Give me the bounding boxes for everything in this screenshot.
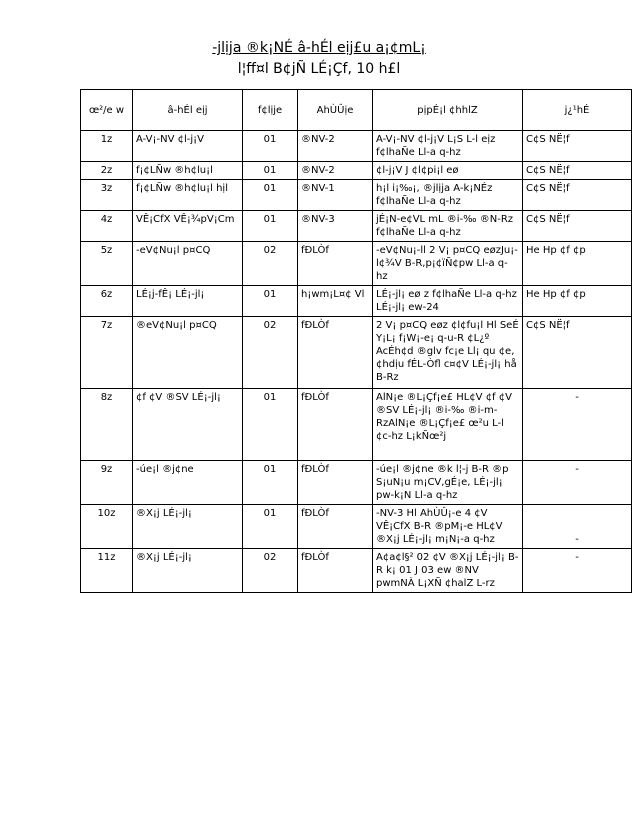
cell-serial: 4z [81, 211, 133, 242]
cell-location: fÐLÒf [298, 461, 373, 505]
table-row [81, 162, 632, 180]
cell-quantity: 02 [243, 549, 298, 593]
cell-item-name: ®eV¢Nu¡l p¤CQ [133, 317, 243, 389]
cell-quantity: 01 [243, 131, 298, 162]
cell-serial: 3z [81, 180, 133, 211]
header-item-name: â-hÉl eịj [133, 90, 243, 131]
cell-serial: 11z [81, 549, 133, 593]
cell-quantity: 01 [243, 505, 298, 549]
cell-item-name: ¢f ¢V ®SV LÉ¡-jl¡ [133, 389, 243, 461]
cell-serial: 2z [81, 162, 133, 180]
cell-serial: 8z [81, 389, 133, 461]
cell-remarks: He Hp ¢f ¢p [523, 286, 632, 317]
cell-quantity: 01 [243, 461, 298, 505]
cell-item-name: f¡¢LÑw ®h¢lu¡l hịl [133, 180, 243, 211]
cell-quantity: 01 [243, 180, 298, 211]
table-row [81, 549, 632, 593]
cell-problem: LÉ¡-jl¡ eø z f¢lhaÑe Ll-a q-hz LÉ¡-jl¡ ew-24 [373, 286, 523, 317]
cell-quantity: 01 [243, 286, 298, 317]
header-remarks: j¿¹hÉ [523, 90, 632, 131]
title-line-2: l¦ff¤l B¢jÑ LÉ¡Çf, 10 h£l [237, 61, 401, 77]
cell-remarks: - [523, 505, 632, 549]
table-header-row [81, 90, 632, 131]
cell-serial: 9z [81, 461, 133, 505]
cell-location: ®NV-2 [298, 131, 373, 162]
cell-item-name: A-V¡-NV ¢l-j¡V [133, 131, 243, 162]
cell-problem: h¡l i¡‰¡, ®jlịja A-k¡NÉz f¢lhaÑe Ll-a q-hz [373, 180, 523, 211]
cell-location: fÐLÒf [298, 317, 373, 389]
cell-serial: 10z [81, 505, 133, 549]
cell-quantity: 01 [243, 211, 298, 242]
cell-item-name: LÉ¡j-fÊ¡ LÉ¡-jl¡ [133, 286, 243, 317]
header-location: AhÙÛịe [298, 90, 373, 131]
cell-remarks: - [523, 389, 632, 461]
cell-location: fÐLÒf [298, 389, 373, 461]
table-row [81, 286, 632, 317]
cell-remarks: C¢S NË¦f [523, 131, 632, 162]
cell-location: fÐLÒf [298, 505, 373, 549]
cell-location: ®NV-1 [298, 180, 373, 211]
cell-problem: A-V¡-NV ¢l-j¡V L¡S L-l eịz f¢lhaÑe Ll-a q-hz [373, 131, 523, 162]
cell-item-name: -eV¢Nu¡l p¤CQ [133, 242, 243, 286]
cell-item-name: VÊ¡CfX VÊ¡¾pV¡Cm [133, 211, 243, 242]
table-row [81, 461, 632, 505]
table-row [81, 317, 632, 389]
cell-remarks: - [523, 461, 632, 505]
cell-location: ®NV-2 [298, 162, 373, 180]
cell-serial: 6z [81, 286, 133, 317]
cell-problem: 2 V¡ p¤CQ eøz ¢l¢fu¡l Hl SeÉ Y¡L¡ f¡W¡-e¡ q-u-R ¢L¿º AcÉh¢d ®glv fc¡e Ll¡ qu ¢e, ¢hdịu fÉL-Òfl c¤¢V LÉ¡-jl¡ hå B-Rz [373, 317, 523, 389]
cell-problem: -úe¡l ®j¢ne ®k l¦-j B-R ®p S¡uN¡u m¡CV,gÉ¡e, LÉ¡-jl¡ pw-k¡N Ll-a q-hz [373, 461, 523, 505]
table-row [81, 505, 632, 549]
header-problem: pịpÉ¡l ¢hhlZ [373, 90, 523, 131]
cell-item-name: -úe¡l ®j¢ne [133, 461, 243, 505]
cell-problem: -eV¢Nu¡-ll 2 V¡ p¤CQ eøzJu¡-l¢¾V B-R,p¡¢ïÑ¢pw Ll-a q-hz [373, 242, 523, 286]
cell-problem: jÉ¡N-e¢VL mL ®i-‰ ®N-Rz f¢lhaÑe Ll-a q-hz [373, 211, 523, 242]
cell-location: fÐLÒf [298, 242, 373, 286]
table-row [81, 180, 632, 211]
cell-location: fÐLÒf [298, 549, 373, 593]
cell-quantity: 02 [243, 317, 298, 389]
cell-quantity: 01 [243, 389, 298, 461]
cell-remarks: C¢S NË¦f [523, 162, 632, 180]
cell-remarks: C¢S NË¦f [523, 317, 632, 389]
cell-remarks: - [523, 549, 632, 593]
header-quantity: f¢lịje [243, 90, 298, 131]
cell-problem: -NV-3 Hl AhÙÛ¡-e 4 ¢V VÊ¡CfX B-R ®pM¡-e HL¢V ®X¡j LÉ¡-jl¡ m¡N¡-a q-hz [373, 505, 523, 549]
cell-remarks: He Hp ¢f ¢p [523, 242, 632, 286]
cell-quantity: 02 [243, 242, 298, 286]
cell-item-name: f¡¢LÑw ®h¢lu¡l [133, 162, 243, 180]
cell-item-name: ®X¡j LÉ¡-jl¡ [133, 505, 243, 549]
cell-remarks: C¢S NË¦f [523, 180, 632, 211]
cell-serial: 1z [81, 131, 133, 162]
header-serial: œ²/e w [81, 90, 133, 131]
cell-serial: 5z [81, 242, 133, 286]
table-row [81, 131, 632, 162]
title-line-1: -jlịja ®k¡NÉ â-hÉl eịj£u a¡¢mL¡ [212, 40, 426, 56]
cell-item-name: ®X¡j LÉ¡-jl¡ [133, 549, 243, 593]
cell-problem: ¢l-j¡V J ¢l¢pi¡l eø [373, 162, 523, 180]
cell-location: h¡wm¡L¤¢ Vl [298, 286, 373, 317]
cell-serial: 7z [81, 317, 133, 389]
table-row [81, 242, 632, 286]
cell-quantity: 01 [243, 162, 298, 180]
table-row [81, 211, 632, 242]
cell-problem: AlN¡e ®L¡Çf¡e£ HL¢V ¢f ¢V ®SV LÉ¡-jl¡ ®i-‰ ®i-m-RzAlN¡e ®L¡Çf¡e£ œ²u L-l ¢c-hz L¡kÑœ²j [373, 389, 523, 461]
cell-location: ®NV-3 [298, 211, 373, 242]
cell-remarks: C¢S NË¦f [523, 211, 632, 242]
items-table [80, 89, 632, 593]
cell-problem: A¢a¢l§² 02 ¢V ®X¡j LÉ¡-jl¡ B-R k¡ 01 J 03 ew ®NV pwmNÀ L¡XÑ ¢halZ L-rz [373, 549, 523, 593]
table-row [81, 389, 632, 461]
document-title [0, 38, 638, 80]
